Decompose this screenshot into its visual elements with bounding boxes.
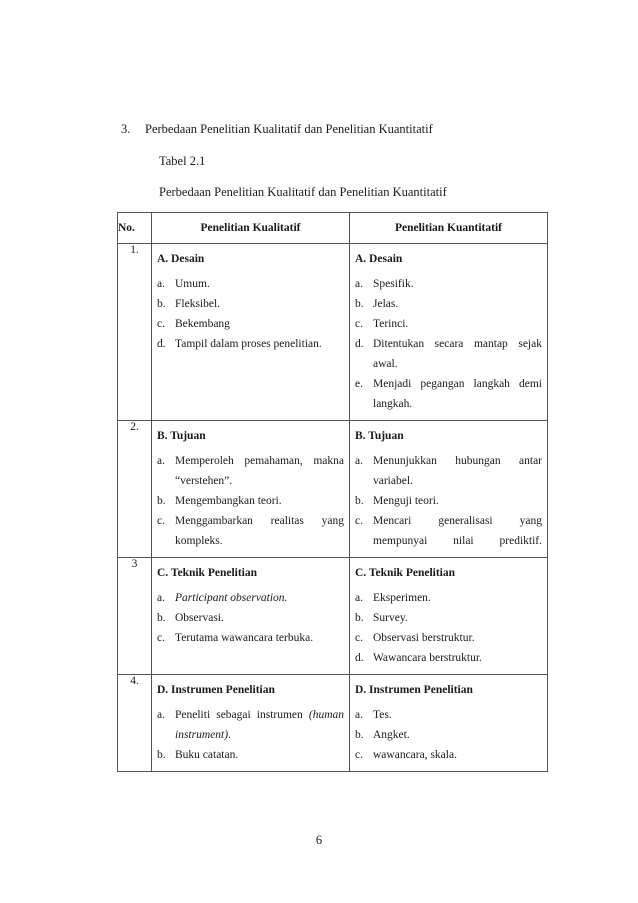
- category-title: B. Tujuan: [355, 430, 404, 442]
- list-item-letter: b.: [157, 298, 166, 310]
- list-item: [157, 491, 344, 511]
- list-item-text: Spesifik.: [373, 278, 414, 290]
- list-item-letter: b.: [355, 729, 364, 741]
- kualitatif-cell: [152, 675, 350, 772]
- list-item: [157, 314, 344, 334]
- list-item: [355, 745, 542, 765]
- list-item-text: Mengembangkan teori.: [175, 495, 282, 507]
- list-item-text: Fleksibel.: [175, 298, 221, 310]
- list-item-text: Umum.: [175, 278, 210, 290]
- list-item: [355, 648, 542, 668]
- list-item-letter: a.: [157, 592, 165, 604]
- header-kuantitatif: Penelitian Kuantitatif: [350, 213, 548, 244]
- table-title: Perbedaan Penelitian Kualitatif dan Penelitian Kuantitatif: [159, 185, 447, 199]
- list-item-letter: a.: [157, 455, 165, 467]
- list-item-text: Tes.: [373, 709, 392, 721]
- kuantitatif-cell: [350, 421, 548, 558]
- category-title: A. Desain: [355, 253, 403, 265]
- table-header-row: [118, 213, 548, 244]
- list-item: [355, 608, 542, 628]
- list-item-text: Jelas.: [373, 298, 399, 310]
- list-item-letter: b.: [157, 495, 166, 507]
- list-item-letter: a.: [355, 455, 363, 467]
- list-item-text: Observasi berstruktur.: [373, 632, 475, 644]
- list-item-text: wawancara, skala.: [373, 749, 457, 761]
- list-item: [355, 274, 542, 294]
- table-row: [118, 244, 548, 421]
- list-item: [157, 511, 344, 551]
- category-title: D. Instrumen Penelitian: [157, 684, 275, 696]
- kuantitatif-cell: [350, 675, 548, 772]
- list-item-letter: c.: [355, 632, 363, 644]
- list-item: [355, 334, 542, 374]
- list-item-text: Menunjukkan hubungan antar variabel.: [373, 455, 542, 487]
- list-item-letter: d.: [157, 338, 166, 350]
- list-item-letter: a.: [157, 278, 165, 290]
- list-item-letter: b.: [157, 749, 166, 761]
- list-item-letter: a.: [157, 709, 165, 721]
- section-number: 3.: [121, 122, 131, 136]
- list-item: [355, 511, 542, 551]
- list-item: [157, 745, 344, 765]
- kualitatif-cell: [152, 558, 350, 675]
- kualitatif-cell: [152, 244, 350, 421]
- header-no: No.: [118, 213, 152, 244]
- list-item-text: Mencari generalisasi yang mempunyai nilai prediktif.: [373, 515, 542, 547]
- list-item: [355, 588, 542, 608]
- list-item: [355, 314, 542, 334]
- list-item: [157, 334, 344, 354]
- category-title: D. Instrumen Penelitian: [355, 684, 473, 696]
- list-item-text: Terutama wawancara terbuka.: [175, 632, 314, 644]
- list-item-text-italic: (human instrument): [175, 709, 344, 741]
- list-item-letter: d.: [355, 338, 364, 350]
- category-title: B. Tujuan: [157, 430, 206, 442]
- list-item-text: Memperoleh pemahaman, makna “verstehen”.: [175, 455, 344, 487]
- table-row: [118, 421, 548, 558]
- kuantitatif-cell: [350, 558, 548, 675]
- list-item-letter: b.: [355, 298, 364, 310]
- list-item: [157, 705, 344, 745]
- list-item: [355, 491, 542, 511]
- list-item-text: Eksperimen.: [373, 592, 431, 604]
- list-item-text: Terinci.: [373, 318, 409, 330]
- list-item-letter: c.: [355, 515, 363, 527]
- table-label: Tabel 2.1: [159, 154, 206, 168]
- list-item-text: Observasi.: [175, 612, 224, 624]
- list-item: [355, 628, 542, 648]
- page-number: 6: [315, 833, 323, 847]
- list-item-text: Menguji teori.: [373, 495, 439, 507]
- table-row: [118, 675, 548, 772]
- list-item-text: Buku catatan.: [175, 749, 239, 761]
- category-title: C. Teknik Penelitian: [157, 567, 258, 579]
- list-item-letter: d.: [355, 652, 364, 664]
- list-item-text: Angket.: [373, 729, 410, 741]
- list-item: [157, 451, 344, 491]
- list-item-letter: c.: [355, 749, 363, 761]
- list-item: [355, 451, 542, 491]
- list-item-letter: a.: [355, 592, 363, 604]
- list-item-letter: c.: [157, 632, 165, 644]
- list-item-text: Ditentukan secara mantap sejak awal.: [373, 338, 542, 370]
- list-item-letter: b.: [157, 612, 166, 624]
- comparison-table: [117, 212, 548, 772]
- list-item-letter: a.: [355, 709, 363, 721]
- list-item-letter: c.: [355, 318, 363, 330]
- list-item: [157, 274, 344, 294]
- list-item-text: Wawancara berstruktur.: [373, 652, 482, 664]
- list-item-text: [175, 705, 344, 745]
- list-item-letter: e.: [355, 378, 363, 390]
- kuantitatif-cell: [350, 244, 548, 421]
- category-title: A. Desain: [157, 253, 205, 265]
- section-heading: [121, 122, 433, 137]
- header-kualitatif: Penelitian Kualitatif: [152, 213, 350, 244]
- list-item-text-end: .: [228, 729, 231, 741]
- list-item-letter: c.: [157, 318, 165, 330]
- row-number: 2.: [118, 421, 152, 558]
- row-number: 3: [118, 558, 152, 675]
- table-row: [118, 558, 548, 675]
- kualitatif-cell: [152, 421, 350, 558]
- list-item: [355, 374, 542, 414]
- section-title: Perbedaan Penelitian Kualitatif dan Penelitian Kuantitatif: [145, 122, 433, 136]
- list-item-letter: b.: [355, 495, 364, 507]
- row-number: 4.: [118, 675, 152, 772]
- list-item-letter: a.: [355, 278, 363, 290]
- list-item: [355, 725, 542, 745]
- list-item-text: Survey.: [373, 612, 408, 624]
- list-item-text: Tampil dalam proses penelitian.: [175, 338, 322, 350]
- list-item-text: Menggambarkan realitas yang kompleks.: [175, 515, 344, 547]
- list-item: [157, 294, 344, 314]
- list-item-text: Bekembang: [175, 318, 230, 330]
- list-item-text-part: Peneliti sebagai instrumen: [175, 709, 303, 721]
- list-item: [157, 608, 344, 628]
- category-title: C. Teknik Penelitian: [355, 567, 456, 579]
- list-item: [355, 705, 542, 725]
- list-item: [355, 294, 542, 314]
- list-item: [157, 628, 344, 648]
- list-item: [157, 588, 344, 608]
- list-item-text: Participant observation.: [175, 592, 288, 604]
- row-number: 1.: [118, 244, 152, 421]
- list-item-text: Menjadi pegangan langkah demi langkah.: [373, 378, 542, 410]
- list-item-letter: c.: [157, 515, 165, 527]
- list-item-letter: b.: [355, 612, 364, 624]
